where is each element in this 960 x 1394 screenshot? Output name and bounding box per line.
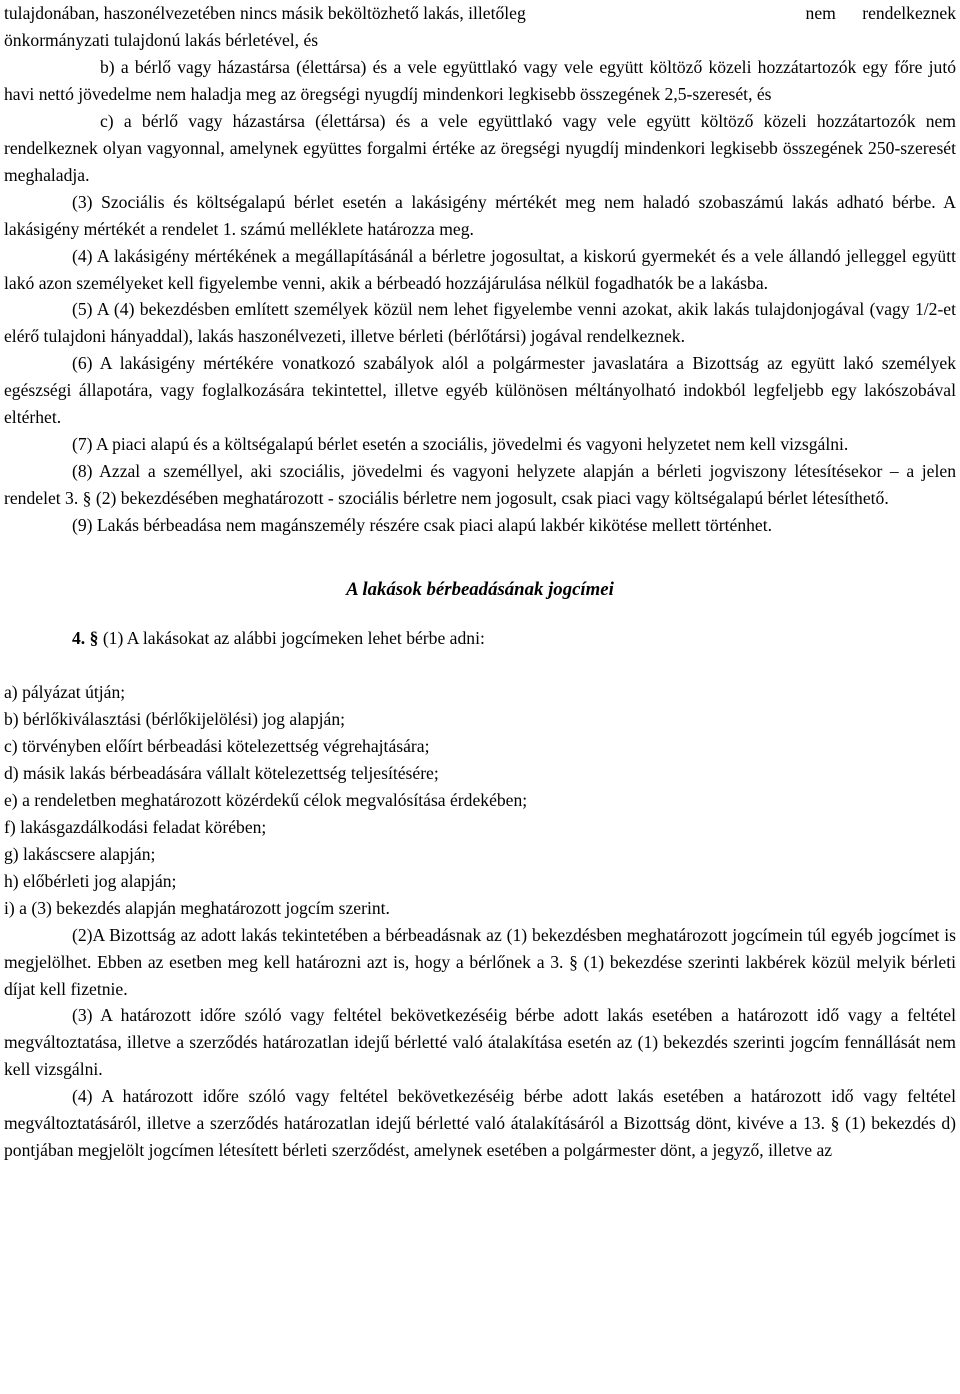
list-item: b) bérlőkiválasztási (bérlőkijelölési) jog alapján; xyxy=(4,708,346,729)
document-page xyxy=(4,0,956,1164)
section-sign: § xyxy=(89,628,99,649)
section-4-paragraph-2: (2)A Bizottság az adott lakás tekintetében a bérbeadásnak az (1) bekezdésben meghatározott jogcímein túl egyéb jogcímet is megjelölhet. Ebben az esetben meg kell határozni azt is, hogy a bérlőnek a 3. § (1) bekezdése szerinti lakbérek közül melyik bérleti díjat kell fizetnie. xyxy=(4,924,956,999)
paragraph-a-tail-right: nem rendelkeznek xyxy=(805,3,956,23)
section-4-intro xyxy=(4,625,956,652)
list-item: i) a (3) bekezdés alapján meghatározott jogcím szerint. xyxy=(4,897,390,918)
paragraph-c: c) a bérlő vagy házastársa (élettársa) és a vele együttlakó vagy vele együtt költöző közeli hozzátartozók nem rendelkeznek olyan vagyonnal, amelynek együttes forgalmi értéke az öregségi nyugdíj mindenkori legkisebb összegének 250-szeresét meghaladja. xyxy=(4,110,956,185)
paragraph-b: b) a bérlő vagy házastársa (élettársa) és a vele együttlakó vagy vele együtt költöző közeli hozzátartozók egy főre jutó havi nettó jövedelme nem haladja meg az öregségi nyugdíj mindenkori legkisebb összegének 2,5-szeresét, és xyxy=(4,56,956,104)
list-item: f) lakásgazdálkodási feladat körében; xyxy=(4,816,267,837)
section-4-intro-text: (1) A lakásokat az alábbi jogcímeken lehet bérbe adni: xyxy=(102,628,485,649)
paragraph-5: (5) A (4) bekezdésben említett személyek közül nem lehet figyelembe venni azokat, akik lakás tulajdonjogával (vagy 1/2-et elérő tulajdoni hányaddal), lakás haszonélvezeti, illetve bérleti (bérlőtársi) jogával rendelkeznek. xyxy=(4,299,956,347)
paragraph-3: (3) Szociális és költségalapú bérlet esetén a lakásigény mértékét meg nem haladó szobaszámú lakás adható bérbe. A lakásigény mértékét a rendelet 1. számú melléklete határozza meg. xyxy=(4,191,956,239)
list-item: d) másik lakás bérbeadására vállalt kötelezettség teljesítésére; xyxy=(4,762,439,783)
jogcim-list xyxy=(4,679,956,922)
section-heading: A lakások bérbeadásának jogcímei xyxy=(346,579,614,601)
paragraph-4: (4) A lakásigény mértékének a megállapításánál a bérletre jogosultat, a kiskorú gyermekét és a vele állandó jelleggel együtt lakó azon személyeket kell figyelembe venni, akik a bérbeadó hozzájárulása nélkül fogadhatók be a lakásba. xyxy=(4,245,956,293)
list-item: h) előbérleti jog alapján; xyxy=(4,870,177,891)
paragraph-a-tail xyxy=(4,0,956,27)
paragraph-a-tail-left: tulajdonában, haszonélvezetében nincs másik beköltözhető lakás, illetőleg xyxy=(4,3,526,23)
paragraph-6: (6) A lakásigény mértékére vonatkozó szabályok alól a polgármester javaslatára a Bizottság az együtt lakó személyek egészségi állapotára, vagy foglalkozására tekintettel, illetve egyéb különösen méltányolható indokból legfeljebb egy lakószobával eltérhet. xyxy=(4,353,956,428)
section-number: 4. xyxy=(72,628,86,649)
paragraph-9: (9) Lakás bérbeadása nem magánszemély részére csak piaci alapú lakbér kikötése mellett történhet. xyxy=(72,515,773,536)
paragraph-a-continuation: önkormányzati tulajdonú lakás bérletével, és xyxy=(4,29,319,50)
list-item: c) törvényben előírt bérbeadási kötelezettség végrehajtására; xyxy=(4,735,430,756)
section-4-paragraph-3: (3) A határozott időre szóló vagy feltétel bekövetkezéséig bérbe adott lakás esetében a határozott idő vagy a feltétel megváltoztatása, illetve a szerződés határozatlan idejű bérletté való átalakítása esetén az (1) bekezdés szerinti jogcím fennállását nem kell vizsgálni. xyxy=(4,1005,956,1080)
list-item: a) pályázat útján; xyxy=(4,682,126,703)
paragraph-8: (8) Azzal a személlyel, aki szociális, jövedelmi és vagyoni helyzete alapján a bérleti jogviszony létesítésekor – a jelen rendelet 3. § (2) bekezdésében meghatározott - szociális bérletre nem jogosult, csak piaci vagy költségalapú bérlet létesíthető. xyxy=(4,461,956,509)
list-item: g) lakáscsere alapján; xyxy=(4,843,156,864)
list-item: e) a rendeletben meghatározott közérdekű célok megvalósítása érdekében; xyxy=(4,789,528,810)
paragraph-7: (7) A piaci alapú és a költségalapú bérlet esetén a szociális, jövedelmi és vagyoni helyzetet nem kell vizsgálni. xyxy=(72,434,849,455)
section-4-paragraph-4: (4) A határozott időre szóló vagy feltétel bekövetkezéséig bérbe adott lakás esetében a határozott idő vagy feltétel megváltoztatásáról, illetve a szerződés határozatlan idejű bérletté való átalakításáról a Bizottság dönt, kivéve a 13. § (1) bekezdés d) pontjában megjelölt jogcímen létesített bérleti szerződést, amelynek esetében a polgármester dönt, a jegyző, illetve az xyxy=(4,1086,956,1161)
